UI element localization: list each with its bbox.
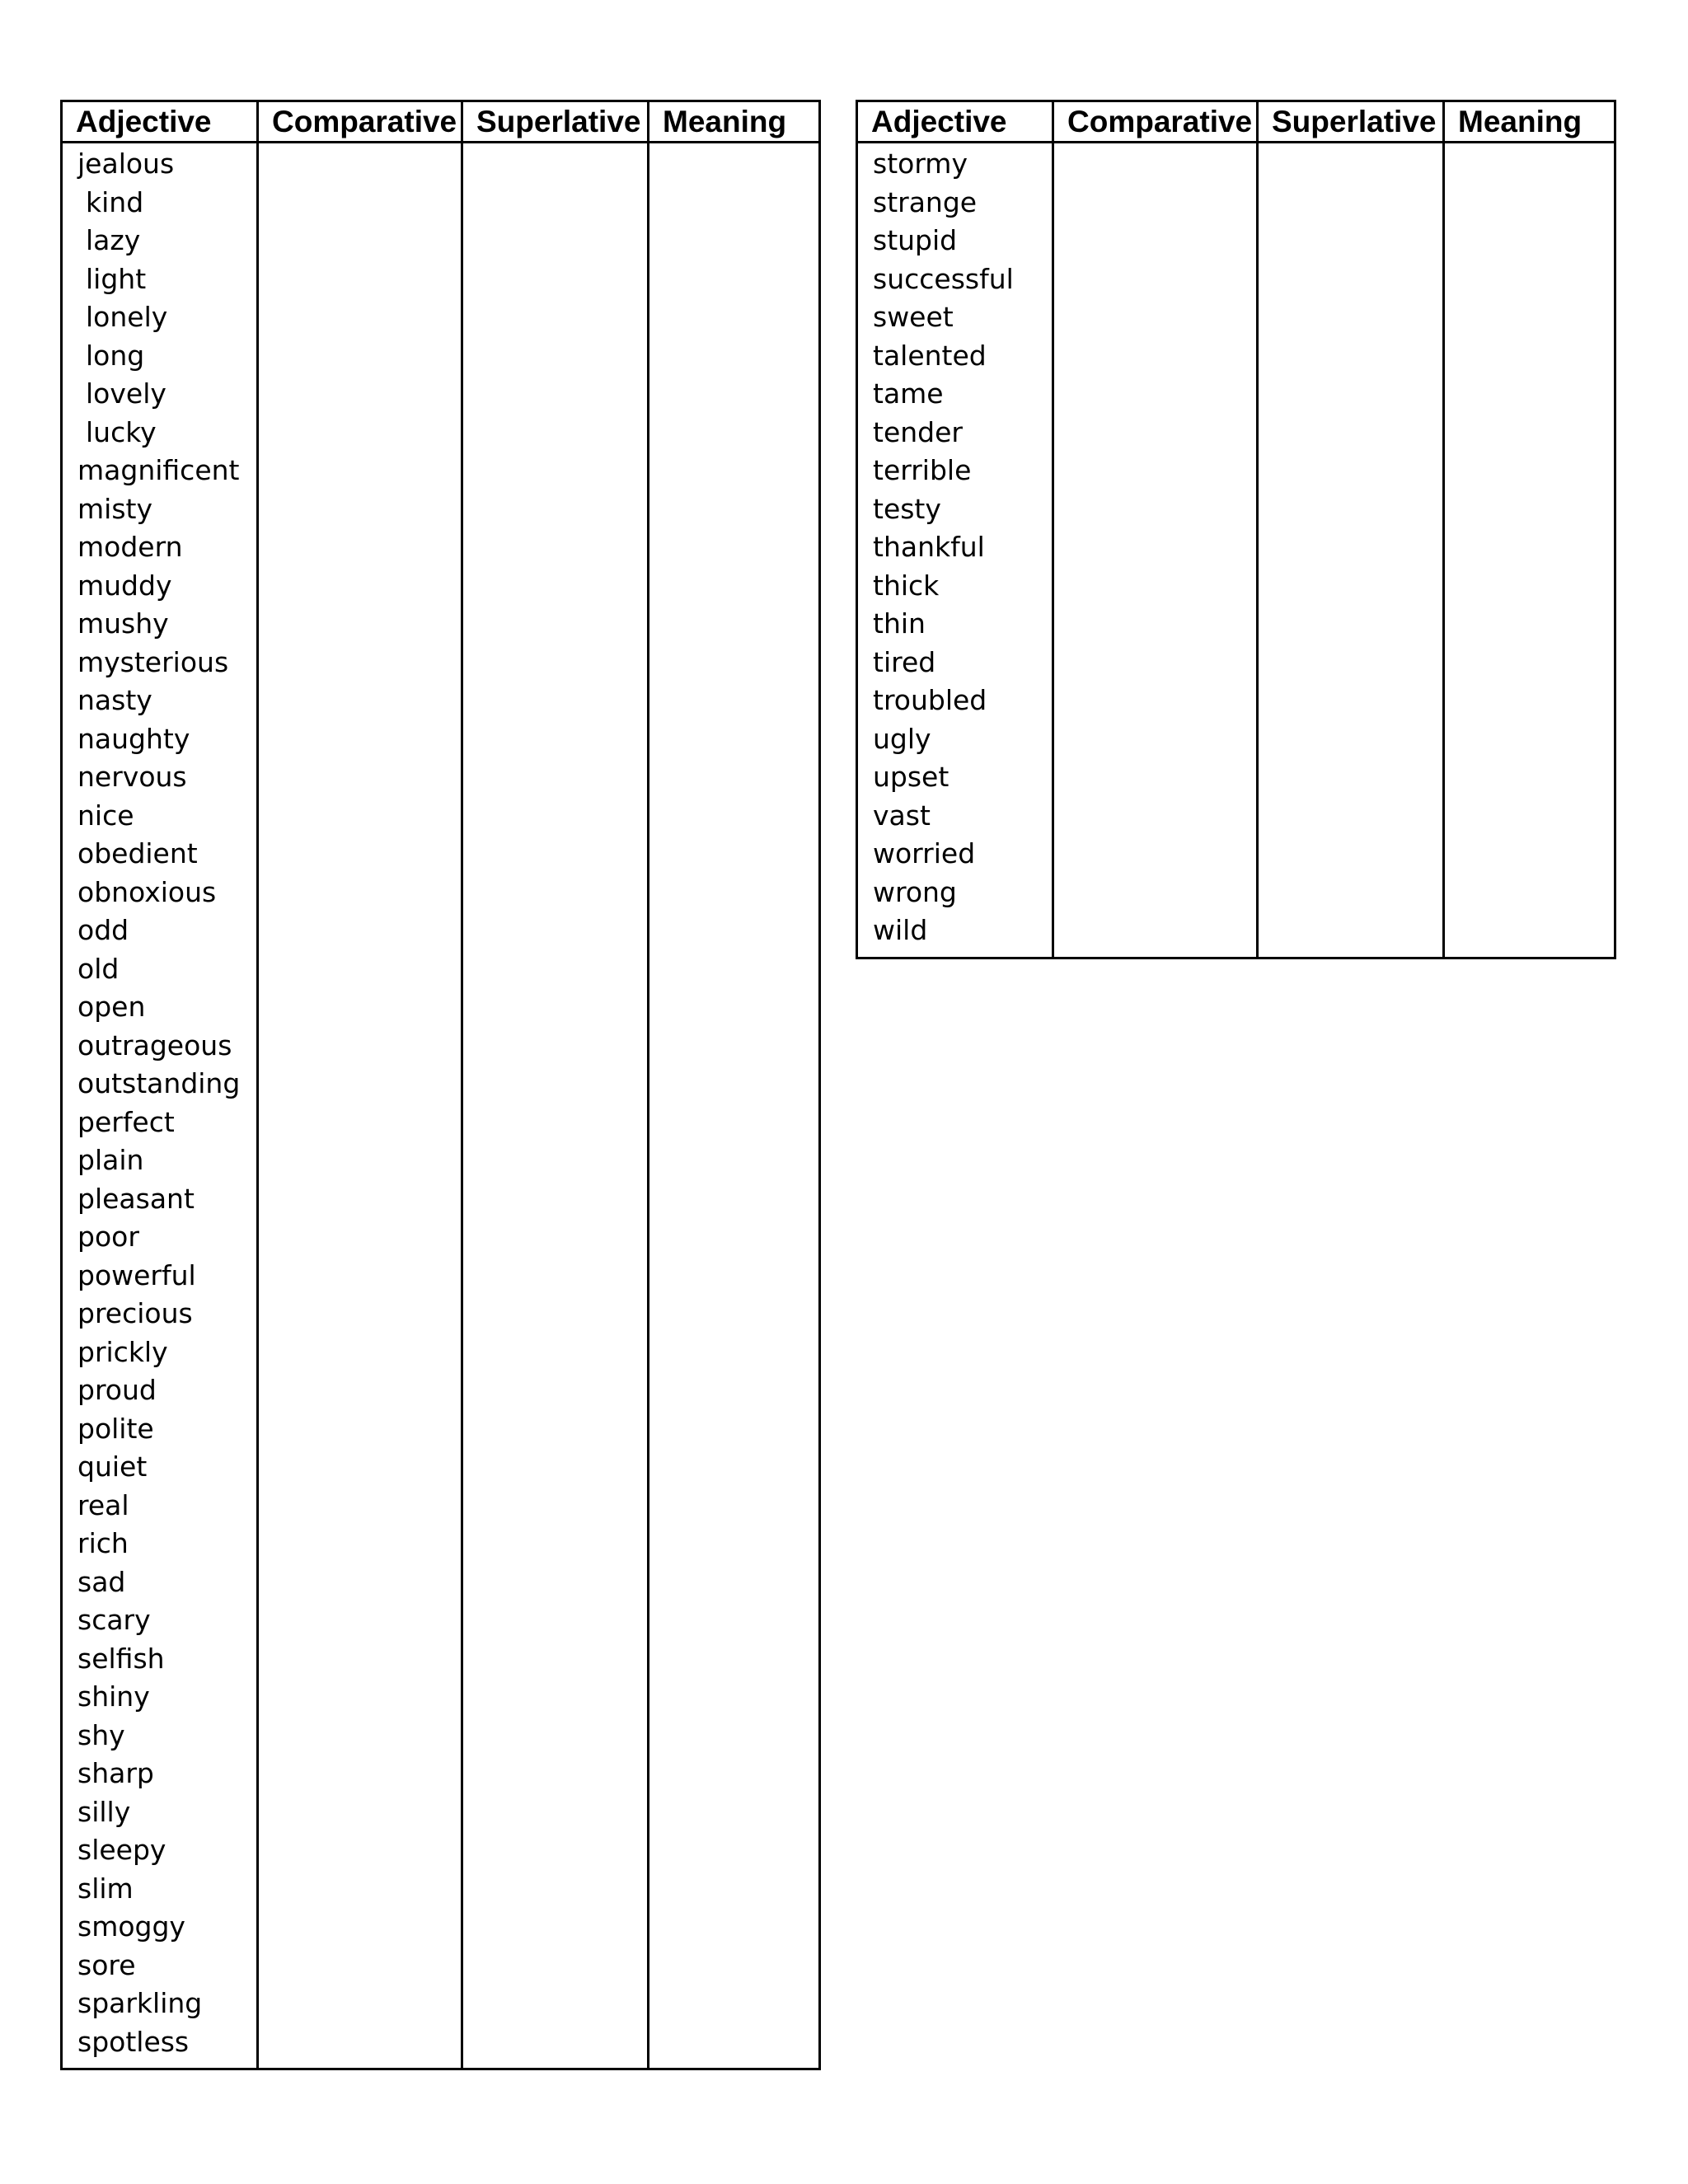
meaning-answer-column <box>649 143 820 2069</box>
superlative-answer-column <box>462 143 649 2069</box>
header-row <box>62 101 820 143</box>
adjective-word: sweet <box>873 301 954 333</box>
header-superlative: Superlative <box>1258 101 1444 143</box>
adjective-word: prickly <box>77 1335 168 1368</box>
adjective-word: shy <box>77 1718 125 1751</box>
adjective-word: real <box>77 1488 129 1521</box>
header-comparative: Comparative <box>258 101 462 143</box>
adjective-word: old <box>77 952 120 985</box>
adjective-word: obnoxious <box>77 875 217 908</box>
adjective-word: pleasant <box>77 1182 195 1215</box>
superlative-answer-column <box>1258 143 1444 958</box>
adjective-word: terrible <box>873 454 972 486</box>
adjective-word: poor <box>77 1221 139 1253</box>
adjective-word: rich <box>77 1527 129 1559</box>
adjective-word: scary <box>77 1604 151 1636</box>
adjective-word: long <box>86 339 145 372</box>
adjective-word: lonely <box>86 301 168 333</box>
adjective-word: stormy <box>873 148 968 180</box>
adjective-word: sleepy <box>77 1834 166 1866</box>
adjective-word: testy <box>873 492 941 525</box>
adjective-word: polite <box>77 1412 154 1445</box>
adjective-word: vast <box>873 799 931 832</box>
header-meaning: Meaning <box>1444 101 1615 143</box>
adjective-word: perfect <box>77 1105 175 1138</box>
comparative-answer-column <box>258 143 462 2069</box>
adjective-word: tired <box>873 645 936 678</box>
adjective-column <box>857 143 1053 958</box>
adjective-word: sore <box>77 1948 136 1981</box>
adjective-word: talented <box>873 339 987 372</box>
header-meaning: Meaning <box>649 101 820 143</box>
adjective-word: powerful <box>77 1258 196 1291</box>
adjective-word: sparkling <box>77 1987 203 2019</box>
adjective-word: stupid <box>873 224 958 256</box>
body-row <box>62 143 820 2069</box>
header-comparative: Comparative <box>1053 101 1258 143</box>
adjective-word: smoggy <box>77 1910 185 1943</box>
adjective-word: slim <box>77 1872 134 1905</box>
adjective-word: spotless <box>77 2025 190 2058</box>
adjective-word: ugly <box>873 722 931 755</box>
adjective-word: thick <box>873 569 940 602</box>
adjective-word: sharp <box>77 1757 154 1789</box>
header-superlative: Superlative <box>462 101 649 143</box>
adjective-word: tame <box>873 377 944 410</box>
adjective-word: muddy <box>77 569 172 602</box>
comparative-answer-column <box>1053 143 1258 958</box>
adjective-word: upset <box>873 761 950 793</box>
adjective-word: magnificent <box>77 454 240 486</box>
header-adjective: Adjective <box>62 101 258 143</box>
adjective-word: lovely <box>86 377 166 410</box>
header-adjective: Adjective <box>857 101 1053 143</box>
adjective-word: light <box>86 262 147 295</box>
adjective-word: worried <box>873 837 976 869</box>
adjective-word: shiny <box>77 1680 150 1713</box>
body-row <box>857 143 1615 958</box>
adjective-word: thankful <box>873 531 985 563</box>
adjective-word: thin <box>873 607 926 640</box>
adjective-word: nervous <box>77 761 187 793</box>
adjective-word: misty <box>77 492 152 525</box>
adjective-word: mysterious <box>77 645 229 678</box>
adjective-word: naughty <box>77 722 190 755</box>
adjective-column <box>62 143 258 2069</box>
adjective-table-left <box>60 100 821 2070</box>
adjective-word: quiet <box>77 1451 148 1483</box>
adjective-word: wrong <box>873 875 957 908</box>
adjective-word: lazy <box>86 224 141 256</box>
adjective-word: wild <box>873 914 928 946</box>
adjective-table-right <box>856 100 1616 959</box>
meaning-answer-column <box>1444 143 1615 958</box>
adjective-word: lucky <box>86 415 157 448</box>
adjective-word: odd <box>77 914 129 946</box>
adjective-word: jealous <box>77 148 175 180</box>
header-row <box>857 101 1615 143</box>
adjective-word: precious <box>77 1297 193 1329</box>
adjective-word: tender <box>873 415 963 448</box>
adjective-word: sad <box>77 1565 126 1598</box>
adjective-word: strange <box>873 185 978 218</box>
adjective-word: open <box>77 991 146 1023</box>
adjective-word: obedient <box>77 837 198 869</box>
adjective-word: nice <box>77 799 134 832</box>
adjective-word: mushy <box>77 607 169 640</box>
adjective-word: plain <box>77 1144 144 1176</box>
adjective-word: kind <box>86 185 144 218</box>
adjective-word: successful <box>873 262 1014 295</box>
adjective-word: outrageous <box>77 1029 232 1062</box>
adjective-word: nasty <box>77 684 152 716</box>
adjective-word: troubled <box>873 684 987 716</box>
adjective-word: modern <box>77 531 183 563</box>
adjective-word: proud <box>77 1374 157 1406</box>
adjective-word: silly <box>77 1795 131 1828</box>
adjective-word: outstanding <box>77 1067 241 1099</box>
adjective-word: selfish <box>77 1642 165 1675</box>
